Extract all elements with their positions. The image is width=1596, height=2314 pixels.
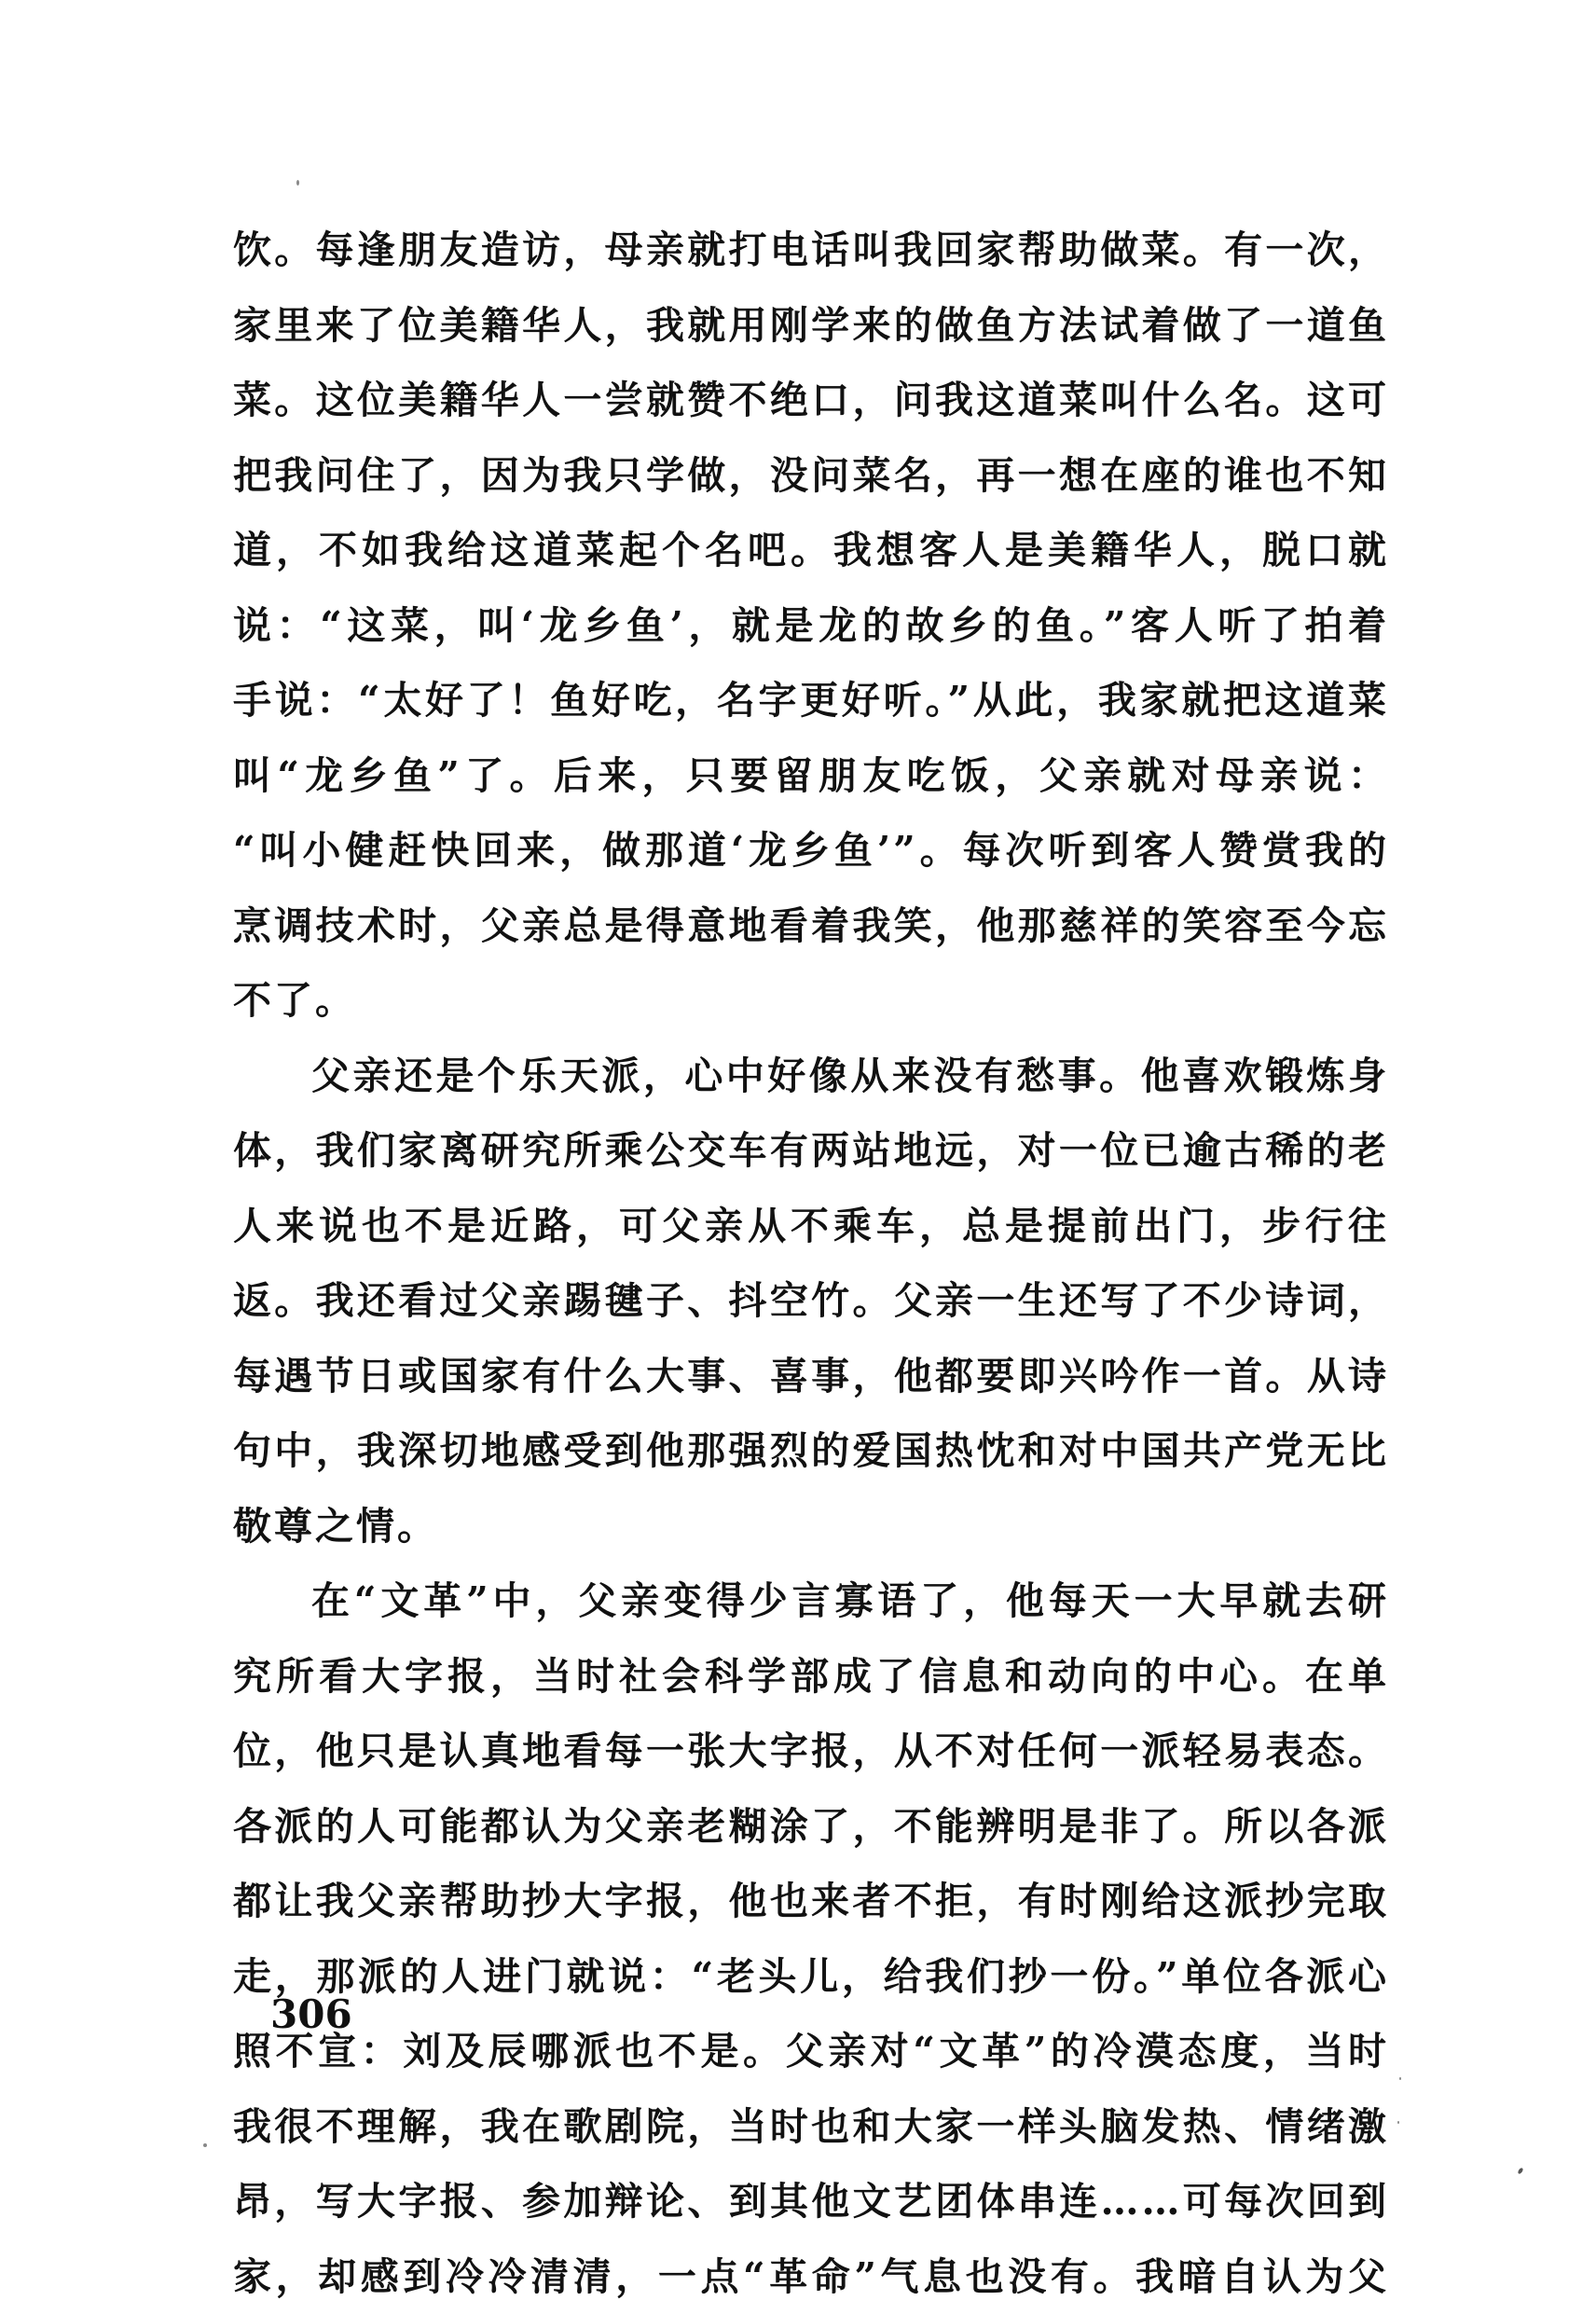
text-line: 句中，我深切地感受到他那强烈的爱国热忱和对中国共产党无比 bbox=[233, 1413, 1389, 1489]
scan-speck bbox=[1397, 2121, 1399, 2124]
page-number: 306 bbox=[270, 1991, 352, 2037]
text-line: 不了。 bbox=[233, 963, 1389, 1039]
text-line: 叫“龙乡鱼”了。后来，只要留朋友吃饭，父亲就对母亲说： bbox=[233, 738, 1389, 814]
text-line: 敬尊之情。 bbox=[233, 1489, 1389, 1564]
text-line: 体，我们家离研究所乘公交车有两站地远，对一位已逾古稀的老 bbox=[233, 1113, 1389, 1189]
text-line: 菜。这位美籍华人一尝就赞不绝口，问我这道菜叫什么名。这可 bbox=[233, 363, 1389, 438]
text-line: 每遇节日或国家有什么大事、喜事，他都要即兴吟作一首。从诗 bbox=[233, 1339, 1389, 1414]
text-line: 照不宣：刘及辰哪派也不是。父亲对“文革”的冷漠态度，当时 bbox=[233, 2014, 1389, 2089]
text-line: 昂，写大字报、参加辩论、到其他文艺团体串连……可每次回到 bbox=[233, 2164, 1389, 2239]
scan-speck bbox=[1399, 2077, 1401, 2080]
text-line: 返。我还看过父亲踢毽子、抖空竹。父亲一生还写了不少诗词， bbox=[233, 1263, 1389, 1339]
text-line: 烹调技术时，父亲总是得意地看着我笑，他那慈祥的笑容至今忘 bbox=[233, 888, 1389, 964]
scan-speck bbox=[1517, 2167, 1523, 2174]
scan-speck bbox=[203, 2143, 207, 2147]
text-line: 我很不理解，我在歌剧院，当时也和大家一样头脑发热、情绪激 bbox=[233, 2089, 1389, 2165]
text-line: “叫小健赶快回来，做那道‘龙乡鱼’”。每次听到客人赞赏我的 bbox=[233, 813, 1389, 888]
text-line: 各派的人可能都认为父亲老糊涂了，不能辨明是非了。所以各派 bbox=[233, 1789, 1389, 1865]
scan-speck bbox=[296, 180, 299, 186]
text-line: 手说：“太好了！鱼好吃，名字更好听。”从此，我家就把这道菜 bbox=[233, 663, 1389, 738]
body-text bbox=[233, 213, 1389, 2314]
text-line: 饮。每逢朋友造访，母亲就打电话叫我回家帮助做菜。有一次， bbox=[233, 213, 1389, 288]
text-line: 人来说也不是近路，可父亲从不乘车，总是提前出门，步行往 bbox=[233, 1189, 1389, 1264]
text-line: 位，他只是认真地看每一张大字报，从不对任何一派轻易表态。 bbox=[233, 1714, 1389, 1789]
text-line: 道，不如我给这道菜起个名吧。我想客人是美籍华人，脱口就 bbox=[233, 513, 1389, 588]
text-line: 都让我父亲帮助抄大字报，他也来者不拒，有时刚给这派抄完取 bbox=[233, 1864, 1389, 1939]
text-line: 说：“这菜，叫‘龙乡鱼’，就是龙的故乡的鱼。”客人听了拍着 bbox=[233, 588, 1389, 664]
text-line: 家，却感到冷冷清清，一点“革命”气息也没有。我暗自认为父 bbox=[233, 2239, 1389, 2314]
text-line: 走，那派的人进门就说：“老头儿，给我们抄一份。”单位各派心 bbox=[233, 1939, 1389, 2015]
text-line: 父亲还是个乐天派，心中好像从来没有愁事。他喜欢锻炼身 bbox=[233, 1039, 1389, 1114]
text-line: 在“文革”中，父亲变得少言寡语了，他每天一大早就去研 bbox=[233, 1563, 1389, 1639]
text-line: 究所看大字报，当时社会科学部成了信息和动向的中心。在单 bbox=[233, 1639, 1389, 1715]
text-line: 家里来了位美籍华人，我就用刚学来的做鱼方法试着做了一道鱼 bbox=[233, 288, 1389, 364]
text-line: 把我问住了，因为我只学做，没问菜名，再一想在座的谁也不知 bbox=[233, 438, 1389, 514]
